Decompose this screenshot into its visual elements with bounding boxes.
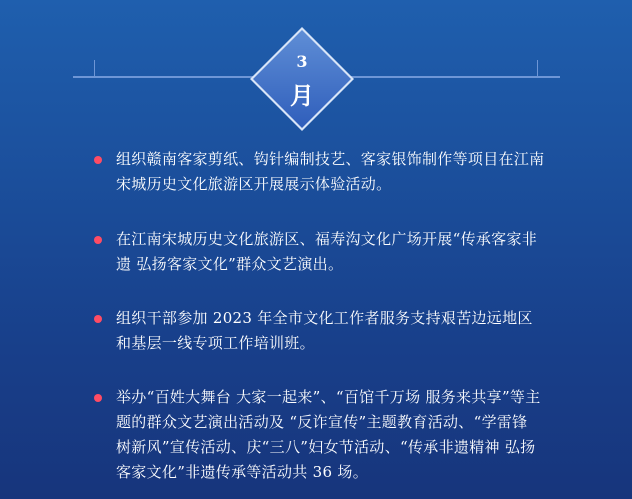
- activity-item: [94, 147, 546, 197]
- activity-text: 组织干部参加 2023 年全市文化工作者服务支持艰苦边远地区和基层一线专项工作培训班。: [116, 309, 533, 352]
- activity-text: 组织赣南客家剪纸、钩针编制技艺、客家银饰制作等项目在江南宋城历史文化旅游区开展展示体验活动。: [116, 150, 545, 193]
- activity-text: 在江南宋城历史文化旅游区、福寿沟文化广场开展“传承客家非遗 弘扬客家文化”群众文艺演出。: [116, 230, 538, 273]
- activity-list: [94, 147, 546, 485]
- header-left-tick: [94, 60, 95, 76]
- bullet-dot-icon: [94, 156, 102, 164]
- bullet-dot-icon: [94, 394, 102, 402]
- bullet-dot-icon: [94, 236, 102, 244]
- activity-item: [94, 306, 546, 356]
- activity-text: 举办“百姓大舞台 大家一起来”、“百馆千万场 服务来共享”等主题的群众文艺演出活动及 “反诈宣传”主题教育活动、“学雷锋 树新风”宣传活动、庆“三八”妇女节活动、“传承非遗精神 弘扬客家文化”非遗传承等活动共 36 场。: [116, 388, 541, 481]
- activity-item: [94, 227, 546, 277]
- header-right-tick: [537, 60, 538, 76]
- activity-item: [94, 385, 546, 485]
- bullet-dot-icon: [94, 315, 102, 323]
- month-label: 月: [290, 81, 314, 110]
- month-badge: [253, 30, 351, 128]
- month-number: 3: [296, 52, 308, 71]
